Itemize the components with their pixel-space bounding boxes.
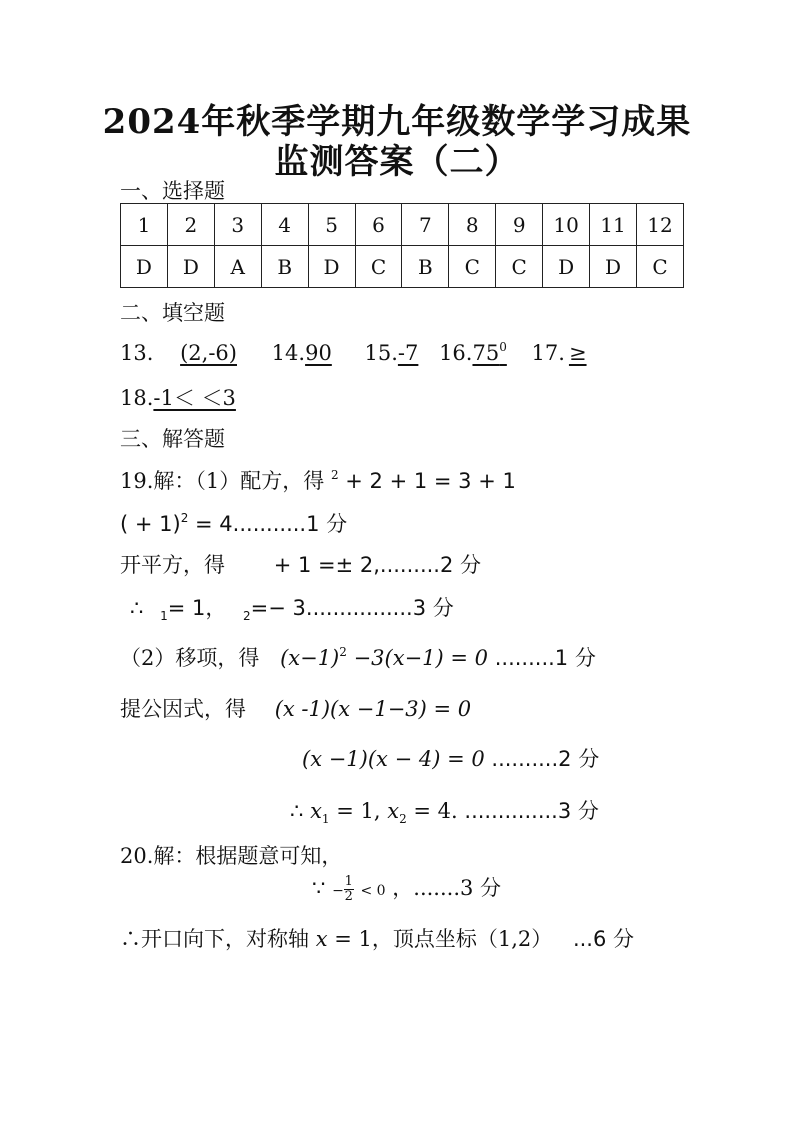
q19-line-8: ∴ $x_1 = 1$, $x_2 = 4$. ..............3 分 bbox=[290, 799, 599, 826]
q20-line-1: 20.解：根据题意可知， bbox=[120, 844, 343, 868]
question-number-cell: 10 bbox=[543, 204, 590, 246]
answer-cell: C bbox=[496, 246, 543, 288]
q19-line-6: 提公因式，得 (x -1)(x −1−3) = 0 bbox=[120, 697, 472, 721]
q19-line-2: ( + 1)$^2$ = 4...........1 分 bbox=[120, 511, 348, 536]
q17-answer: ≥ bbox=[568, 341, 587, 365]
q19-line-1: 19.解：（1）配方，得 $^2$ + 2 + 1 = 3 + 1 bbox=[120, 468, 516, 493]
q19-line-3: 开平方，得 + 1 =± 2,.........2 分 bbox=[120, 553, 482, 577]
section-heading-choice: 一、选择题 bbox=[120, 179, 225, 203]
question-number-cell: 11 bbox=[590, 204, 637, 246]
q14-answer: 90 bbox=[305, 341, 332, 365]
answer-cell: D bbox=[308, 246, 355, 288]
question-number-cell: 2 bbox=[167, 204, 214, 246]
question-number-cell: 1 bbox=[121, 204, 168, 246]
answer-cell: B bbox=[402, 246, 449, 288]
answer-cell: D bbox=[543, 246, 590, 288]
q19-line-7: (x −1)(x − 4) = 0 ..........2 分 bbox=[302, 747, 600, 771]
fill-answers-row-1 bbox=[120, 340, 591, 365]
q19-line-5: （2）移项，得 $(x-1)^2 -3(x-1) = 0$ .........1 分 bbox=[120, 645, 596, 670]
q18-answer: -1＜ ＜3 bbox=[153, 386, 236, 410]
q17-label: 17. bbox=[531, 341, 565, 365]
q13-label: 13. bbox=[120, 341, 154, 365]
question-number-cell: 9 bbox=[496, 204, 543, 246]
question-number-cell: 8 bbox=[449, 204, 496, 246]
q20-line-3: ∴开口向下，对称轴 x = 1，顶点坐标（1,2） ...6 分 bbox=[120, 927, 635, 951]
fraction-one-half: $\frac{1}{2}$ bbox=[344, 874, 353, 904]
q20-line-2: ∵ − $\frac{1}{2}$ < 0 ，.......3 分 bbox=[312, 874, 502, 904]
q15-label: 15. bbox=[364, 341, 398, 365]
answer-cell: C bbox=[449, 246, 496, 288]
question-number-cell: 7 bbox=[402, 204, 449, 246]
answer-table-number-row bbox=[121, 204, 684, 246]
question-number-cell: 5 bbox=[308, 204, 355, 246]
answer-table-answer-row bbox=[121, 246, 684, 288]
q18-label: 18. bbox=[120, 386, 154, 410]
section-heading-fill: 二、填空题 bbox=[120, 301, 225, 325]
q16-label: 16. bbox=[439, 341, 473, 365]
answer-cell: D bbox=[121, 246, 168, 288]
answer-table bbox=[120, 203, 684, 288]
q13-answer: (2,-6) bbox=[180, 341, 237, 365]
answer-cell: C bbox=[355, 246, 402, 288]
answer-cell: D bbox=[590, 246, 637, 288]
question-number-cell: 4 bbox=[261, 204, 308, 246]
section-heading-solve: 三、解答题 bbox=[120, 427, 225, 451]
answer-cell: A bbox=[214, 246, 261, 288]
q19-line-4: ∴ $_1$= 1， $_2$=− 3................3 分 bbox=[130, 596, 454, 623]
q14-label: 14. bbox=[271, 341, 306, 365]
q15-answer: -7 bbox=[397, 341, 419, 365]
question-number-cell: 12 bbox=[636, 204, 683, 246]
answer-cell: D bbox=[167, 246, 214, 288]
question-number-cell: 6 bbox=[355, 204, 402, 246]
answer-cell: B bbox=[261, 246, 308, 288]
answer-cell: C bbox=[636, 246, 683, 288]
q16-answer: $75^0$ bbox=[472, 340, 507, 365]
question-number-cell: 3 bbox=[214, 204, 261, 246]
title-line-1: 2024年秋季学期九年级数学学习成果 bbox=[102, 102, 692, 142]
title-line-2: 监测答案（二） bbox=[274, 142, 520, 182]
fill-answers-row-2 bbox=[120, 382, 236, 412]
